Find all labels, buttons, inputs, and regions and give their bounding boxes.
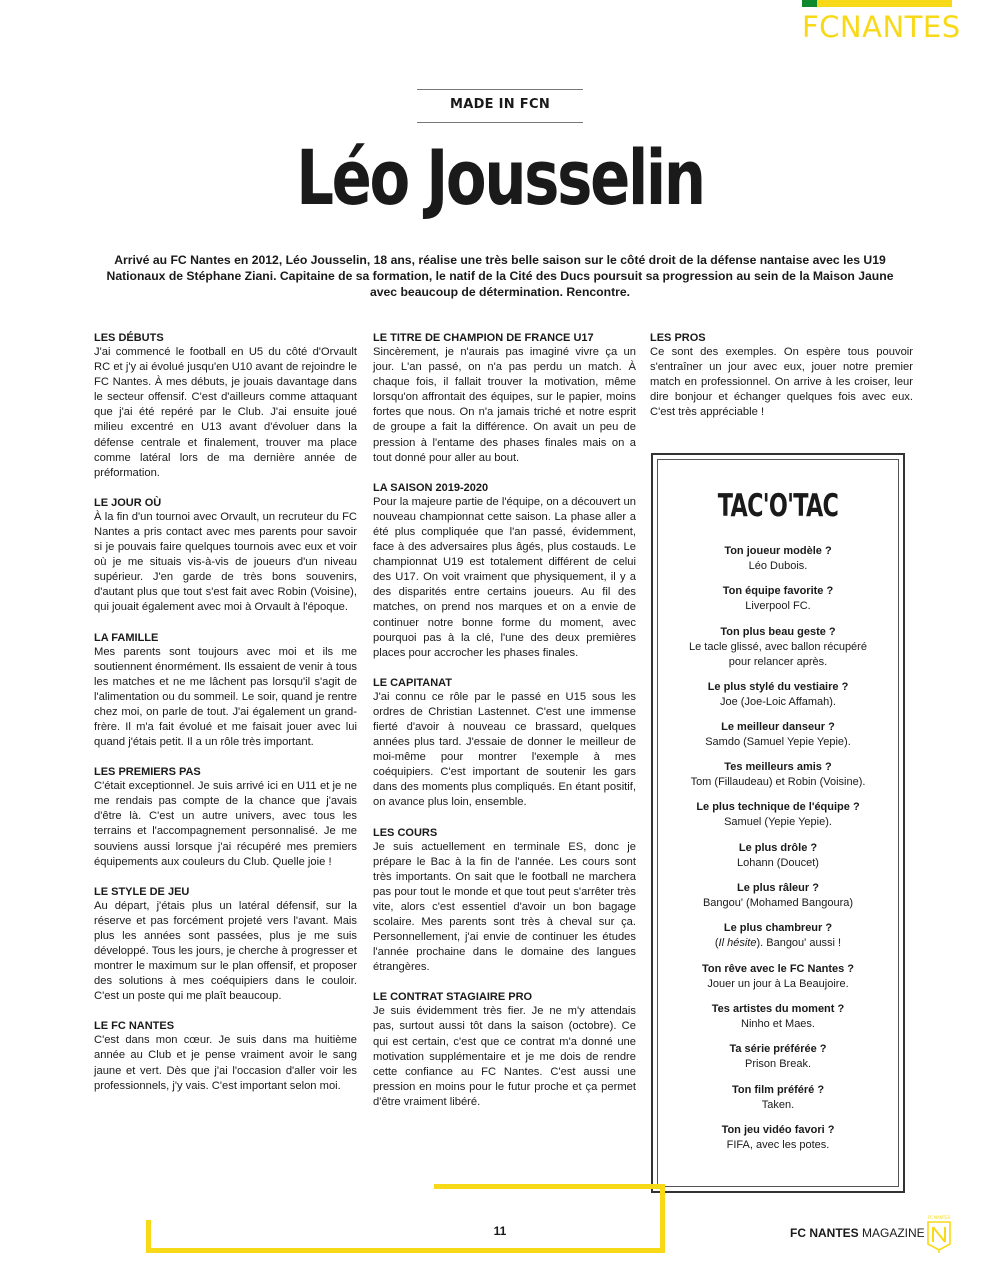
answer: Le tacle glissé, avec ballon récupéré pour relancer après.	[689, 640, 867, 668]
answer: Liverpool FC.	[745, 600, 811, 613]
qa-item	[658, 1002, 898, 1042]
section-text: J'ai connu ce rôle par le passé en U15 sous les ordres de Christian Lastennet. C'est une immense fierté d'avoir à nouveau ce brassard, quelques années plus tard. J'essaie de donner le meilleur de moi-même pour montrer l'exemple à mes coéquipiers. C'est important de soutenir les gars dans des moments plus compliqués. En étant positif, on avance plus loin, ensemble.	[373, 690, 636, 809]
article-title: Léo Jousselin	[296, 133, 704, 222]
qa-item	[658, 962, 898, 1002]
section-heading: LE CONTRAT STAGIAIRE PRO	[373, 991, 533, 1004]
brand-name: FCNANTES	[802, 10, 961, 44]
section-heading: LE FC NANTES	[94, 1020, 175, 1033]
section-heading: LES PROS	[650, 332, 706, 344]
brand-color-bar	[802, 0, 952, 7]
qa-item	[658, 1083, 898, 1123]
qa-item	[658, 760, 898, 800]
section-heading: LES DÉBUTS	[94, 332, 164, 344]
article-intro: Arrivé au FC Nantes en 2012, Léo Jousselin, 18 ans, réalise une très belle saison sur le côté droit de la défense nantaise avec les U19 Nationaux de Stéphane Ziani. Capitaine de sa formation, le natif de la Cité des Ducs poursuit sa progression au sein de la Maison Jaune avec beaucoup de détermination. Rencontre.	[106, 253, 894, 299]
qa-item	[658, 800, 898, 840]
kicker-rule-bottom	[417, 122, 583, 123]
tacotac-box	[651, 453, 905, 1193]
qa-item	[658, 921, 898, 961]
section-text: Je suis actuellement en terminale ES, donc je prépare le Bac à la fin de l'année. Les cours sont très importants. On sait que le football ne marchera pas pour tout le monde et que tout peut s'arrêter très vite, alors c'est essentiel d'avoir un bon bagage scolaire. Mes parents sont très à cheval sur ça. Personnellement, j'ai envie de continuer les études l'année prochaine dans le domaine des langues étrangères.	[373, 840, 636, 974]
article-section	[373, 826, 636, 976]
section-heading: LA SAISON 2019-2020	[373, 481, 489, 494]
article-section	[373, 676, 636, 811]
article-section	[373, 331, 636, 466]
decorative-frame-bottom	[146, 1248, 665, 1253]
answer: Prison Break.	[744, 1058, 812, 1071]
article-section	[94, 331, 357, 481]
kicker-rule-top	[417, 89, 583, 90]
answer: Joe (Joe-Loic Affamah).	[720, 695, 836, 708]
page-number: 11	[493, 1224, 507, 1238]
answer: Lohann (Doucet)	[737, 856, 819, 869]
question: Le plus stylé du vestiaire ?	[707, 680, 849, 693]
question: Le meilleur danseur ?	[721, 720, 835, 733]
answer: Léo Dubois.	[748, 560, 808, 572]
question: Ton joueur modèle ?	[724, 545, 832, 557]
article-section	[94, 631, 357, 751]
article-section	[94, 496, 357, 616]
section-heading: LE CAPITANAT	[373, 676, 453, 689]
section-heading: LE STYLE DE JEU	[94, 885, 190, 898]
section-heading: LA FAMILLE	[94, 631, 159, 644]
tacotac-list	[658, 544, 898, 1163]
article-section	[373, 990, 636, 1110]
qa-item	[658, 881, 898, 921]
qa-item	[658, 720, 898, 760]
article-column-2	[373, 331, 636, 1125]
qa-item	[658, 544, 898, 584]
question: Ta série préférée ?	[729, 1043, 827, 1056]
decorative-frame-right	[660, 1184, 665, 1253]
article-section	[94, 1019, 357, 1093]
question: Ton rêve avec le FC Nantes ?	[701, 962, 855, 975]
magazine-name-bold: FC NANTES	[790, 1226, 859, 1240]
section-heading: LES PREMIERS PAS	[94, 766, 201, 779]
qa-item	[658, 625, 898, 680]
answer: Jouer un jour à La Beaujoire.	[707, 977, 849, 990]
qa-item	[658, 1042, 898, 1082]
article-section	[94, 885, 357, 1005]
section-text: À la fin d'un tournoi avec Orvault, un recruteur du FC Nantes a pris contact avec mes parents pour savoir si je pouvais faire quelques tournois avec eux et voir où je me situais vis-à-vis de joueurs d'un niveau supérieur. J'en garde de très bons souvenirs, d'autant plus que tout s'est fait avec Robin (Voisine), qui jouait également avec moi à Orvault à l'époque.	[94, 510, 357, 614]
section-heading: LE JOUR OÙ	[94, 496, 162, 509]
question: Ton équipe favorite ?	[722, 585, 834, 598]
section-text: Sincèrement, je n'aurais pas imaginé vivre ça un jour. L'an passé, on n'a pas perdu un match. À chaque fois, il fallait trouver la motivation, même lorsqu'on affrontait des équipes, sur le papier, moins fortes que nous. On n'a jamais triché et notre esprit de groupe a fait la différence. On avait un peu de pression à l'entame des phases finales mais on a tout donné pour aller au bout.	[373, 346, 636, 464]
question: Ton plus beau geste ?	[720, 625, 836, 638]
magazine-name-light: MAGAZINE	[862, 1226, 925, 1240]
question: Ton film préféré ?	[731, 1083, 825, 1096]
section-text: J'ai commencé le football en U5 du côté d'Orvault RC et j'y ai évolué jusqu'en U10 avant de rejoindre le FC Nantes. À mes débuts, je jouais davantage dans le secteur offensif. C'est d'ailleurs comme attaquant que j'ai été repéré par le Club. J'ai ensuite joué milieu excentré en U13 avant d'évoluer dans la défense centrale et finalement, trouver ma place comme latéral lors de ma dernière année de préformation.	[94, 346, 357, 479]
question: Tes meilleurs amis ?	[724, 761, 832, 774]
tacotac-title: TAC'O'TAC	[717, 488, 839, 524]
article-column-3	[650, 331, 913, 435]
article-column-1	[94, 331, 357, 1109]
section-text: Ce sont des exemples. On espère tous pouvoir s'entraîner un jour avec eux, jouer notre premier match en professionnel. On arrive à les croiser, leur dire bonjour et échanger quelques fois avec eux. C'est très appréciable !	[650, 346, 913, 419]
tacotac-inner-frame	[657, 459, 899, 1187]
answer: Ninho et Maes.	[741, 1017, 815, 1030]
section-text: Au départ, j'étais plus un latéral défensif, sur la réserve et pas forcément projeté vers l'avant. Mais plus les années sont passées, plus je me suis développé. Tous les jours, je cherche à progresser et montrer le maximum sur le plan offensif, et proposer des solutions à mes coéquipiers dans le couloir. C'est un poste qui me plaît beaucoup.	[94, 899, 357, 1003]
article-section	[94, 765, 357, 870]
answer: Tom (Fillaudeau) et Robin (Voisine).	[690, 776, 866, 789]
article-section	[373, 481, 636, 661]
answer: (Il hésite). Bangou' aussi !	[714, 937, 842, 950]
section-text: C'est dans mon cœur. Je suis dans ma huitième année au Club et je pense vraiment avoir le sang jaune et vert. Dès que j'ai l'occasion d'aller voir les professionnels, j'y vais. C'est important selon moi.	[94, 1034, 357, 1092]
section-kicker: MADE IN FCN	[449, 97, 551, 112]
question: Tes artistes du moment ?	[711, 1002, 845, 1015]
article-section	[650, 331, 913, 420]
brand-green-stripe	[802, 0, 817, 7]
question: Ton jeu vidéo favori ?	[721, 1123, 835, 1136]
qa-item	[658, 1123, 898, 1163]
question: Le plus râleur ?	[737, 882, 819, 895]
qa-item	[658, 680, 898, 720]
qa-item	[658, 841, 898, 881]
answer: FIFA, avec les potes.	[726, 1138, 830, 1151]
fc-nantes-crest-icon	[924, 1214, 954, 1254]
answer-italic: Il hésite	[718, 937, 757, 950]
section-heading: LE TITRE DE CHAMPION DE FRANCE U17	[373, 332, 594, 344]
qa-item	[658, 584, 898, 624]
answer-rest: ). Bangou' aussi !	[756, 937, 842, 950]
section-heading: LES COURS	[373, 826, 438, 839]
section-text: Je suis évidemment très fier. Je ne m'y attendais pas, surtout aussi tôt dans la saison (octobre). Ce qui est certain, c'est que ce contrat m'a donné une motivation supplémentaire et je me dois de rendre cette confiance au FC Nantes. C'est aussi une pression en moins pour le futur proche et ça permet d'être vraiment libéré.	[373, 1005, 636, 1108]
section-text: C'était exceptionnel. Je suis arrivé ici en U11 et je ne me rendais pas compte de la chance que j'avais d'être là. C'est un autre univers, avec tous les terrains et l'accompagnement personnalisé. Je me souviens aussi lorsque j'ai récupéré mes premiers équipements aux couleurs du Club. Quelle joie !	[94, 780, 357, 868]
magazine-name	[790, 1226, 925, 1240]
answer: Samdo (Samuel Yepie Yepie).	[705, 735, 851, 748]
section-text: Mes parents sont toujours avec moi et ils me soutiennent énormément. Ils essaient de venir à tous les matches et ne me lâchent pas lorsqu'il s'agit de l'alimentation ou du sommeil. Le soir, quand je rentre chez moi, on parle de tout. J'ai également un grand-frère. Il m'a fait évolué et me faisait jouer avec lui quand j'étais petit. Il a un rôle très important.	[94, 645, 357, 749]
question: Le plus technique de l'équipe ?	[696, 801, 860, 814]
answer: Samuel (Yepie Yepie).	[724, 816, 832, 829]
decorative-frame-top	[434, 1184, 665, 1189]
question: Le plus drôle ?	[738, 841, 818, 854]
question: Le plus chambreur ?	[723, 922, 833, 935]
crest-text: FC NANTES	[927, 1215, 951, 1220]
answer: Taken.	[761, 1098, 795, 1111]
section-text: Pour la majeure partie de l'équipe, on a découvert un nouveau championnat cette saison. La phase aller a été plus compliquée que l'an passé, évidemment, face à des adversaires plus âgés, plus costauds. Le championnat U19 est totalement différent de celui des U17. On voit vraiment que physiquement, il y a des disparités entre certains joueurs. Au fil des matches, on prend nos marques et on a envie de continuer notre bonne forme du moment, avec pourquoi pas à la clé, l'une des deux premières places pour accrocher les phases finales.	[373, 495, 636, 659]
answer: Bangou' (Mohamed Bangoura)	[702, 897, 854, 910]
